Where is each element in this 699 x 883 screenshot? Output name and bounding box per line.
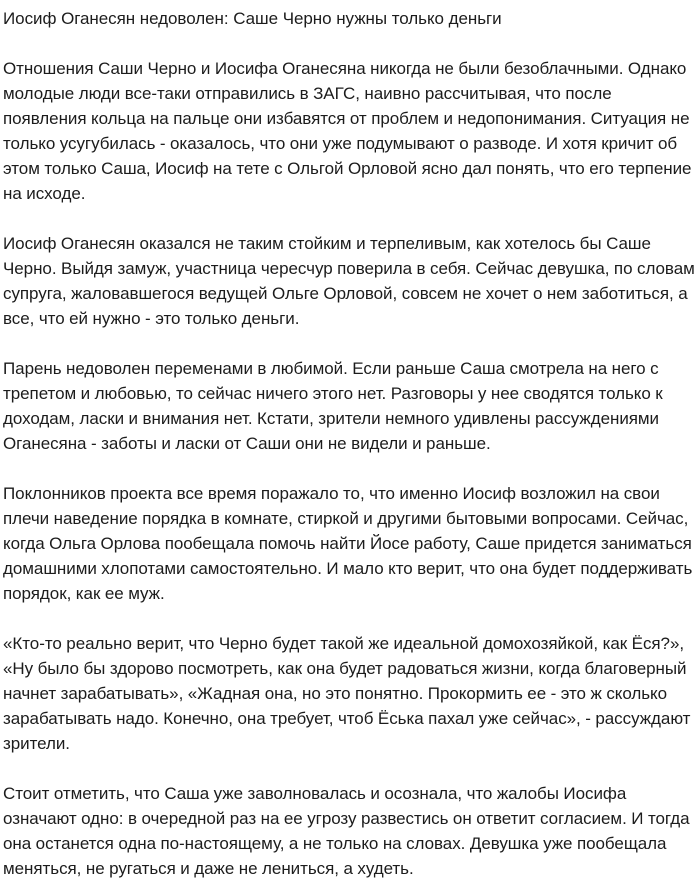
article-paragraph: Поклонников проекта все время поражало то, что именно Иосиф возложил на свои плечи наведение порядка в комнате, стиркой и другими бытовыми вопросами. Сейчас, когда Ольга Орлова пообещала помочь найти Йосе работу, Саше придется заниматься домашними хлопотами самостоятельно. И мало кто верит, что она будет поддерживать порядок, как ее муж. bbox=[3, 484, 693, 603]
article-paragraph: Иосиф Оганесян оказался не таким стойким и терпеливым, как хотелось бы Саше Черно. Выйдя замуж, участница чересчур поверила в себя. Сейчас девушка, по словам супруга, жаловавшегося ведущей Ольге Орловой, совсем не хочет о нем заботиться, а все, что ей нужно - это только деньги. bbox=[3, 234, 695, 328]
article-paragraph: Отношения Саши Черно и Иосифа Оганесяна никогда не были безоблачными. Однако молодые люди все-таки отправились в ЗАГС, наивно рассчитывая, что после появления кольца на пальце они избавятся от проблем и недопонимания. Ситуация не только усугубилась - оказалось, что они уже подумывают о разводе. И хотя кричит об этом только Саша, Иосиф на тете с Ольгой Орловой ясно дал понять, что его терпение на исходе. bbox=[3, 59, 692, 203]
article-paragraph: Парень недоволен переменами в любимой. Если раньше Саша смотрела на него с трепетом и любовью, то сейчас ничего этого нет. Разговоры у нее сводятся только к доходам, ласки и внимания нет. Кстати, зрители немного удивлены рассуждениями Оганесяна - заботы и ласки от Саши они не видели и раньше. bbox=[3, 359, 663, 453]
article-paragraph-quotes: «Кто-то реально верит, что Черно будет такой же идеальной домохозяйкой, как Ёся?», «Ну было бы здорово посмотреть, как она будет радоваться жизни, когда благоверный начнет зарабатывать», «Жадная она, но это понятно. Прокормить ее - это ж сколько зарабатывать надо. Конечно, она требует, чтоб Ёська пахал уже сейчас», - рассуждают зрители. bbox=[3, 634, 691, 753]
article-body bbox=[3, 56, 695, 881]
article-paragraph: Стоит отметить, что Саша уже заволновалась и осознала, что жалобы Иосифа означают одно: в очередной раз на ее угрозу развестись он ответит согласием. И тогда она останется одна по-настоящему, а не только на словах. Девушка уже пообещала меняться, не ругаться и даже не лениться, а худеть. bbox=[3, 784, 690, 878]
page-title: Иосиф Оганесян недоволен: Саше Черно нужны только деньги bbox=[3, 9, 502, 28]
